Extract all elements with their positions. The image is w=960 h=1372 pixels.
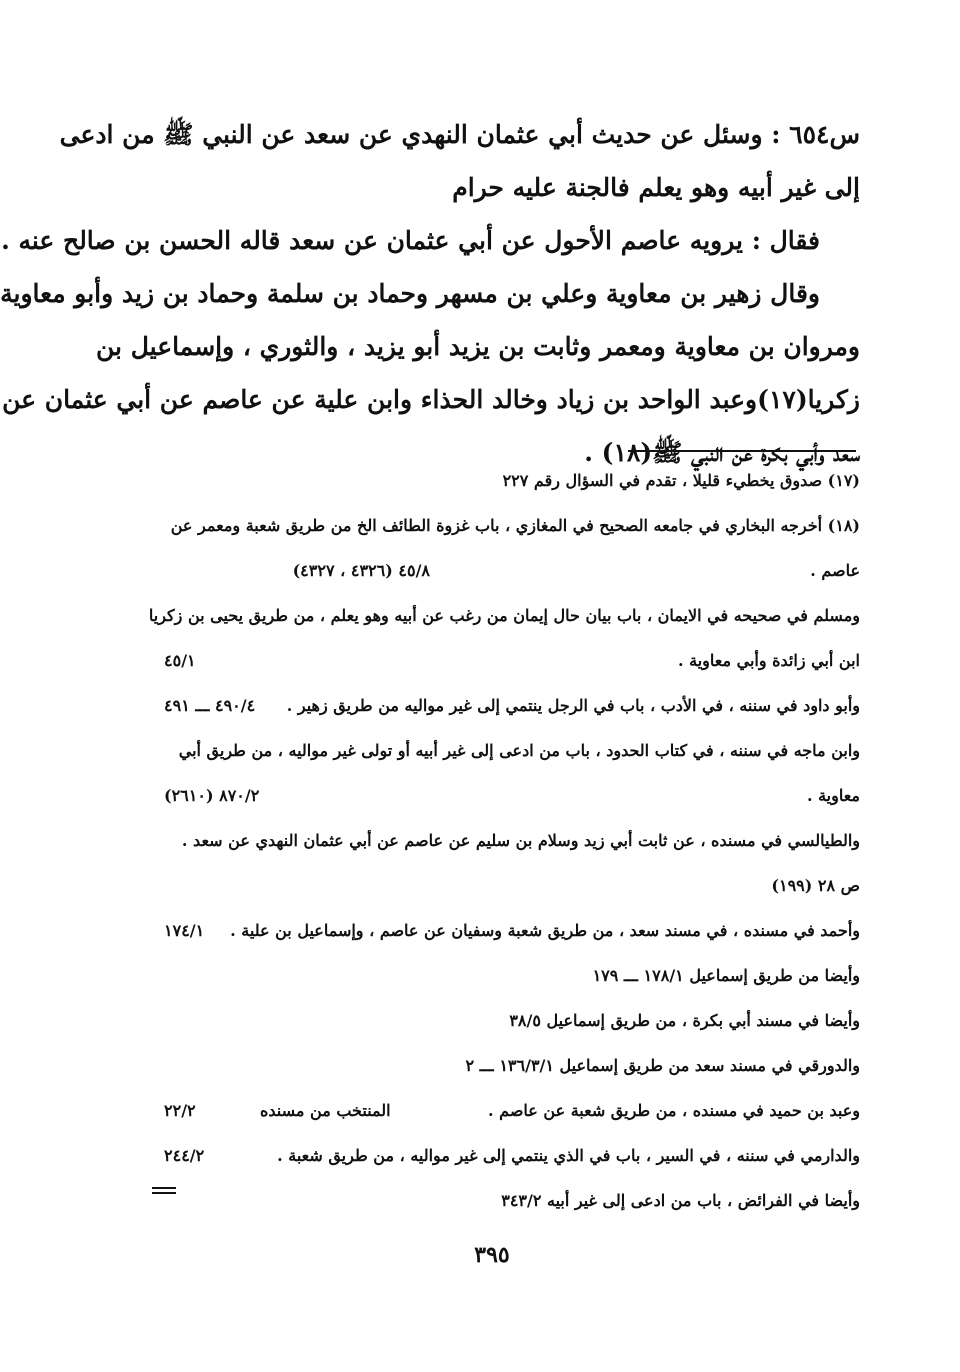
footnote-text: معاوية . [806, 786, 860, 805]
footnote-reference: ٤٩٠/٤ ـــ ٤٩١ [164, 696, 256, 715]
footnote-text: وأبو داود في سننه ، في الأدب ، باب في الرجل ينتمي إلى غير مواليه من طريق زهير . [286, 696, 860, 715]
page-number: ٣٩٥ [474, 1242, 510, 1268]
footnote-text: ابن أبي زائدة وأبي معاوية . [677, 651, 860, 670]
footnote-text: عاصم . [810, 561, 860, 580]
footnote-line [160, 728, 860, 773]
footnote-line [160, 908, 860, 953]
footnote-text: ومسلم في صحيحه في الايمان ، باب بيان حال إيمان من رغب عن أبيه وهو يعلم ، من طريق يحيى بن زكريا [148, 606, 860, 625]
main-line: فقال : يرويه عاصم الأحول عن أبي عثمان عن سعد قاله الحسن بن صالح عنه . [1, 226, 820, 255]
footnote-line [160, 998, 860, 1043]
footnote-line [160, 1178, 860, 1223]
footnote-line [160, 863, 860, 908]
footnote-line [160, 638, 860, 683]
footnote-line [160, 458, 860, 503]
footnote-text: (١٧) صدوق يخطيء قليلا ، تقدم في السؤال رقم ٢٢٧ [502, 471, 860, 490]
footnote-text: وأحمد في مسنده ، في مسند سعد ، من طريق شعبة وسفيان عن عاصم ، وإسماعيل بن علية . [230, 921, 860, 940]
footnote-line [160, 1043, 860, 1088]
main-text [0, 108, 860, 479]
footnote-line [160, 503, 860, 548]
footnote-reference: ٨٧٠/٢ (٢٦١٠) [164, 786, 260, 805]
footnote-separator [628, 450, 856, 452]
footnote-line [160, 1088, 860, 1133]
footnote-line [160, 773, 860, 818]
footnote-reference: ٢٤٤/٢ [164, 1146, 205, 1165]
end-mark [152, 1187, 176, 1195]
main-line: زكريا(١٧)وعبد الواحد بن زياد وخالد الحذاء وابن علية عن عاصم عن أبي عثمان عن [2, 385, 860, 414]
footnote-reference: ٤٥/٨ (٤٣٢٦ ، ٤٣٢٧) [292, 561, 430, 580]
main-line: ومروان بن معاوية ومعمر وثابت بن يزيد أبو يزيد ، والثوري ، وإسماعيل بن [96, 332, 860, 361]
footnote-text: ص ٢٨ (١٩٩) [771, 876, 860, 895]
footnote-line [148, 593, 860, 638]
footnote-text: وأيضا في مسند أبي بكرة ، من طريق إسماعيل ٣٨/٥ [509, 1011, 860, 1030]
footnote-source: المنتخب من مسنده [260, 1101, 391, 1120]
footnote-text: والطيالسي في مسنده ، عن ثابت أبي زيد وسلام بن سليم عن عاصم عن أبي عثمان النهدي عن سعد . [181, 831, 860, 850]
footnote-line [160, 548, 860, 593]
footnote-reference: ٢٢/٢ [164, 1101, 196, 1120]
footnote-text: والدارمي في سننه ، في السير ، باب في الذي ينتمي إلى غير مواليه ، من طريق شعبة . [277, 1146, 860, 1165]
footnote-text: والدورقي في مسند سعد من طريق إسماعيل ١٣٦/٣/١ ـــ ٢ [465, 1056, 860, 1075]
main-line: وقال زهير بن معاوية وعلي بن مسهر وحماد بن سلمة وحماد بن زيد وأبو معاوية [0, 279, 820, 308]
footnote-reference: ١٧٤/١ [164, 921, 205, 940]
footnote-text: وأيضا في الفرائض ، باب من ادعى إلى غير أبيه ٣٤٣/٢ [501, 1191, 860, 1210]
main-line: إلى غير أبيه وهو يعلم فالجنة عليه حرام [452, 173, 860, 202]
main-line: س٦٥٤ : وسئل عن حديث أبي عثمان النهدي عن سعد عن النبي ﷺ من ادعى [59, 120, 860, 149]
footnote-text: وعبد بن حميد في مسنده ، من طريق شعبة عن عاصم . [488, 1101, 860, 1120]
footnote-line [160, 683, 860, 728]
footnote-text: وأيضا من طريق إسماعيل ١٧٨/١ ـــ ١٧٩ [592, 966, 860, 985]
footnote-line [160, 953, 860, 998]
footnote-text: وابن ماجه في سننه ، في كتاب الحدود ، باب من ادعى إلى غير أبيه أو تولى غير مواليه ، من طريق أبي [178, 741, 860, 760]
footnotes [148, 458, 860, 1223]
footnote-line [160, 1133, 860, 1178]
footnote-reference: ٤٥/١ [164, 651, 196, 670]
footnote-text: (١٨) أخرجه البخاري في جامعه الصحيح في المغازي ، باب غزوة الطائف الخ من طريق شعبة ومعمر عن [170, 516, 860, 535]
footnote-line [160, 818, 860, 863]
main-line: سعد وأبي بكرة عن النبي ﷺ(١٨) . [584, 438, 860, 467]
